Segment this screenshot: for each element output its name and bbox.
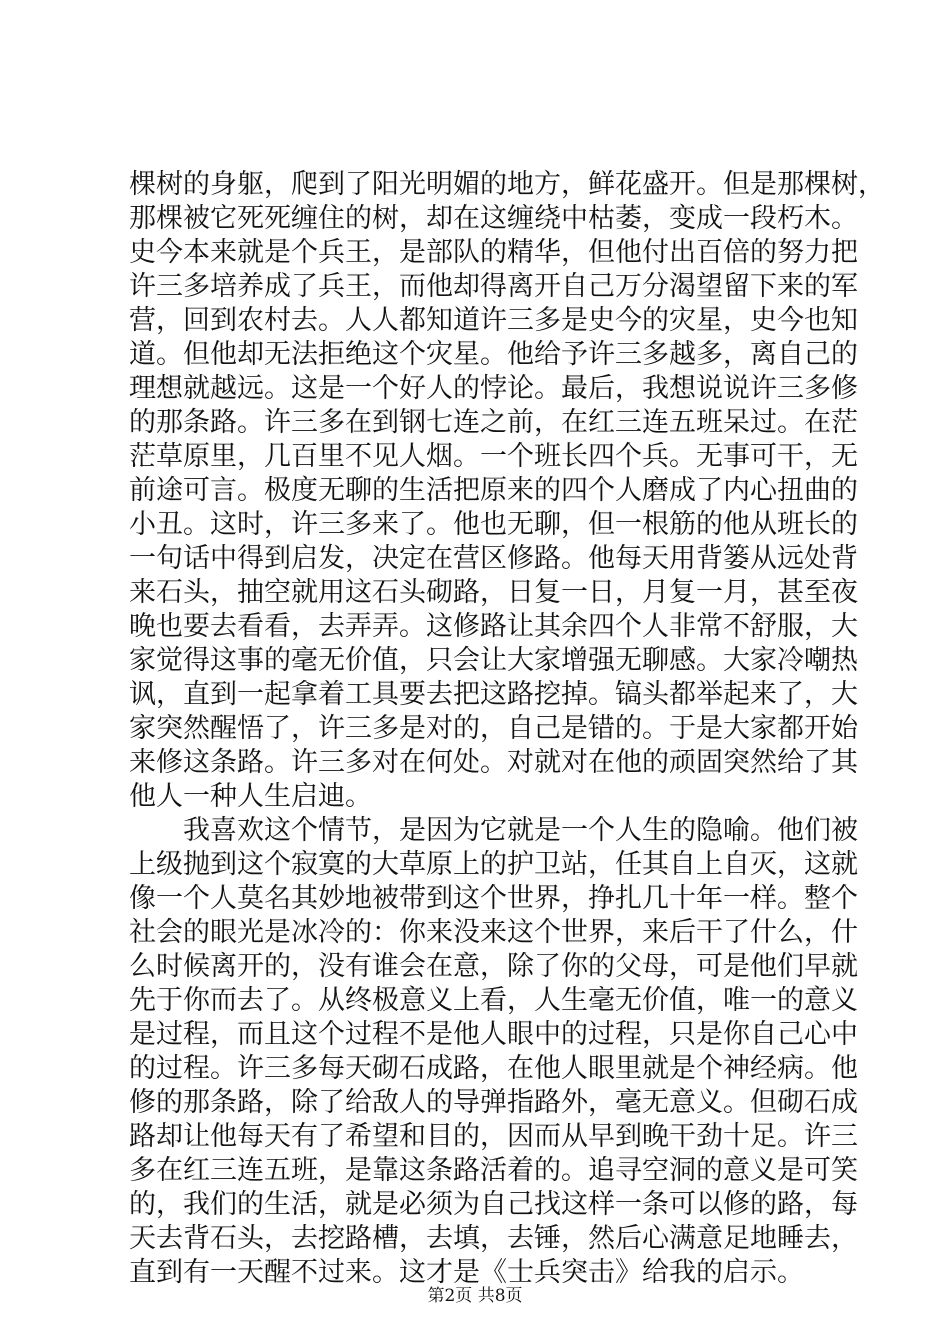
paragraph-line: 棵树的身躯，爬到了阳光明媚的地方，鲜花盛开。但是那棵树， bbox=[129, 169, 885, 200]
paragraph-line: 史今本来就是个兵王，是部队的精华，但他付出百倍的努力把 bbox=[129, 237, 858, 268]
paragraph-line: 来石头，抽空就用这石头砌路，日复一日，月复一月，甚至夜 bbox=[129, 577, 858, 608]
paragraph-line: 一句话中得到启发，决定在营区修路。他每天用背篓从远处背 bbox=[129, 543, 858, 574]
paragraph-line: 晚也要去看看，去弄弄。这修路让其余四个人非常不舒服，大 bbox=[129, 611, 858, 642]
paragraph-line: 小丑。这时，许三多来了。他也无聊，但一根筋的他从班长的 bbox=[129, 509, 858, 540]
paragraph-line: 我喜欢这个情节，是因为它就是一个人生的隐喻。他们被 bbox=[183, 815, 858, 846]
paragraph-line: 理想就越远。这是一个好人的悖论。最后，我想说说许三多修 bbox=[129, 373, 858, 404]
paragraph-line: 营，回到农村去。人人都知道许三多是史今的灾星，史今也知 bbox=[129, 305, 858, 336]
paragraph-line: 茫草原里，几百里不见人烟。一个班长四个兵。无事可干，无 bbox=[129, 441, 858, 472]
paragraph-line: 的，我们的生活，就是必须为自己找这样一条可以修的路，每 bbox=[129, 1189, 858, 1220]
paragraph-line: 家觉得这事的毫无价值，只会让大家增强无聊感。大家冷嘲热 bbox=[129, 645, 858, 676]
page-footer: 第2页 共8页 bbox=[427, 1286, 523, 1306]
paragraph-line: 的过程。许三多每天砌石成路，在他人眼里就是个神经病。他 bbox=[129, 1053, 858, 1084]
paragraph-line: 许三多培养成了兵王，而他却得离开自己万分渴望留下来的军 bbox=[129, 271, 858, 302]
paragraph-line: 是过程，而且这个过程不是他人眼中的过程，只是你自己心中 bbox=[129, 1019, 858, 1050]
paragraph-line: 上级抛到这个寂寞的大草原上的护卫站，任其自上自灭，这就 bbox=[129, 849, 858, 880]
paragraph-line: 像一个人莫名其妙地被带到这个世界，挣扎几十年一样。整个 bbox=[129, 883, 858, 914]
paragraph-line: 么时候离开的，没有谁会在意，除了你的父母，可是他们早就 bbox=[129, 951, 858, 982]
paragraph-line: 的那条路。许三多在到钢七连之前，在红三连五班呆过。在茫 bbox=[129, 407, 858, 438]
body-text bbox=[129, 168, 885, 1290]
paragraph-line: 天去背石头，去挖路槽，去填，去锤，然后心满意足地睡去， bbox=[129, 1223, 858, 1254]
paragraph-line: 路却让他每天有了希望和目的，因而从早到晚干劲十足。许三 bbox=[129, 1121, 858, 1152]
paragraph-line: 家突然醒悟了，许三多是对的，自己是错的。于是大家都开始 bbox=[129, 713, 858, 744]
paragraph-line: 先于你而去了。从终极意义上看，人生毫无价值，唯一的意义 bbox=[129, 985, 858, 1016]
paragraph-line: 多在红三连五班，是靠这条路活着的。追寻空洞的意义是可笑 bbox=[129, 1155, 858, 1186]
paragraph-line: 道。但他却无法拒绝这个灾星。他给予许三多越多，离自己的 bbox=[129, 339, 858, 370]
paragraph-line: 讽，直到一起拿着工具要去把这路挖掉。镐头都举起来了，大 bbox=[129, 679, 858, 710]
paragraph-line: 前途可言。极度无聊的生活把原来的四个人磨成了内心扭曲的 bbox=[129, 475, 858, 506]
paragraph-line: 来修这条路。许三多对在何处。对就对在他的顽固突然给了其 bbox=[129, 747, 858, 778]
paragraph-line: 他人一种人生启迪。 bbox=[129, 781, 372, 812]
paragraph-line: 社会的眼光是冰冷的：你来没来这个世界，来后干了什么，什 bbox=[129, 917, 858, 948]
paragraph-line: 修的那条路，除了给敌人的导弹指路外，毫无意义。但砌石成 bbox=[129, 1087, 858, 1118]
paragraph-line: 那棵被它死死缠住的树，却在这缠绕中枯萎，变成一段朽木。 bbox=[129, 203, 858, 234]
paragraph-line: 直到有一天醒不过来。这才是《士兵突击》给我的启示。 bbox=[129, 1257, 804, 1288]
